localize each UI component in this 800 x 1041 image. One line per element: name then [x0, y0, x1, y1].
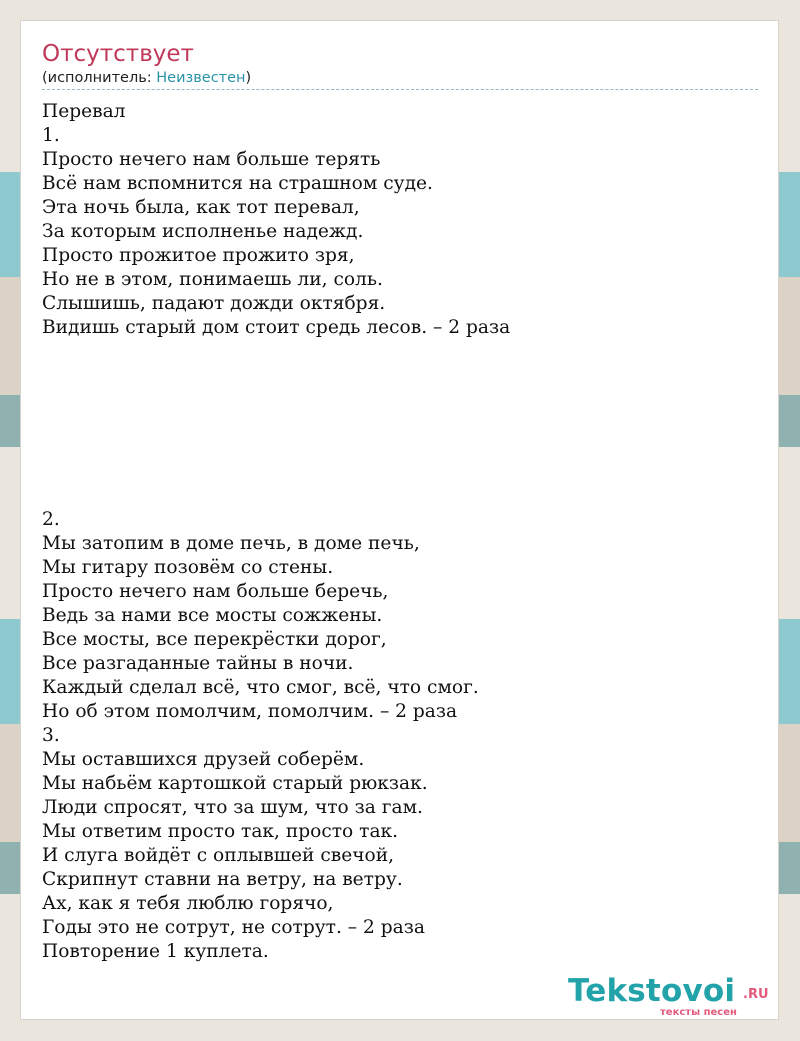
dashed-divider — [42, 89, 758, 90]
logo-tagline: тексты песен — [660, 1007, 737, 1018]
lyric-line: И слуга войдёт с оплывшей свечой, — [42, 845, 394, 866]
lyric-line: 3. — [42, 725, 60, 746]
lyric-line: Мы гитару позовём со стены. — [42, 557, 334, 578]
lyric-line: Просто прожитое прожито зря, — [42, 245, 355, 266]
lyric-line: Мы набьём картошкой старый рюкзак. — [42, 773, 428, 794]
lyric-line: Скрипнут ставни на ветру, на ветру. — [42, 869, 403, 890]
lyric-line: Просто нечего нам больше беречь, — [42, 581, 389, 602]
lyric-line: Все разгаданные тайны в ночи. — [42, 653, 354, 674]
lyric-line: 1. — [42, 125, 60, 146]
lyrics-card — [21, 21, 778, 1019]
empty-space — [42, 340, 758, 508]
lyric-line: Годы это не сотрут, не сотрут. – 2 раза — [42, 917, 425, 938]
lyric-line: 2. — [42, 509, 60, 530]
lyric-line: Просто нечего нам больше терять — [42, 149, 381, 170]
lyric-line: Слышишь, падают дожди октября. — [42, 293, 386, 314]
lyric-line: Мы затопим в доме печь, в доме печь, — [42, 533, 420, 554]
lyric-line: Перевал — [42, 101, 126, 122]
lyric-line: Люди спросят, что за шум, что за гам. — [42, 797, 423, 818]
lyric-line: Всё нам вспомнится на страшном суде. — [42, 173, 433, 194]
lyric-line: Но не в этом, понимаешь ли, соль. — [42, 269, 383, 290]
song-title: Отсутствует — [42, 41, 194, 67]
logo-wordmark: Tekstovoi — [568, 973, 736, 1009]
artist-link[interactable]: Неизвестен — [156, 70, 246, 86]
lyric-line: Ах, как я тебя люблю горячо, — [42, 893, 334, 914]
lyric-line: Видишь старый дом стоит средь лесов. – 2 раза — [42, 317, 511, 338]
lyrics-text — [42, 100, 758, 964]
lyric-line: Повторение 1 куплета. — [42, 941, 269, 962]
lyric-line: Все мосты, все перекрёстки дорог, — [42, 629, 387, 650]
artist-prefix: (исполнитель: — [42, 70, 157, 86]
lyric-line: Но об этом помолчим, помолчим. – 2 раза — [42, 701, 458, 722]
logo-domain: .RU — [743, 987, 769, 1002]
artist-suffix: ) — [245, 70, 252, 86]
lyric-line: Мы оставшихся друзей соберём. — [42, 749, 365, 770]
artist-line — [42, 70, 251, 86]
lyric-line: За которым исполненье надежд. — [42, 221, 364, 242]
lyric-line: Ведь за нами все мосты сожжены. — [42, 605, 383, 626]
lyric-line: Эта ночь была, как тот перевал, — [42, 197, 360, 218]
lyric-line: Мы ответим просто так, просто так. — [42, 821, 399, 842]
lyric-line: Каждый сделал всё, что смог, всё, что смог. — [42, 677, 479, 698]
site-logo[interactable] — [568, 973, 778, 1021]
